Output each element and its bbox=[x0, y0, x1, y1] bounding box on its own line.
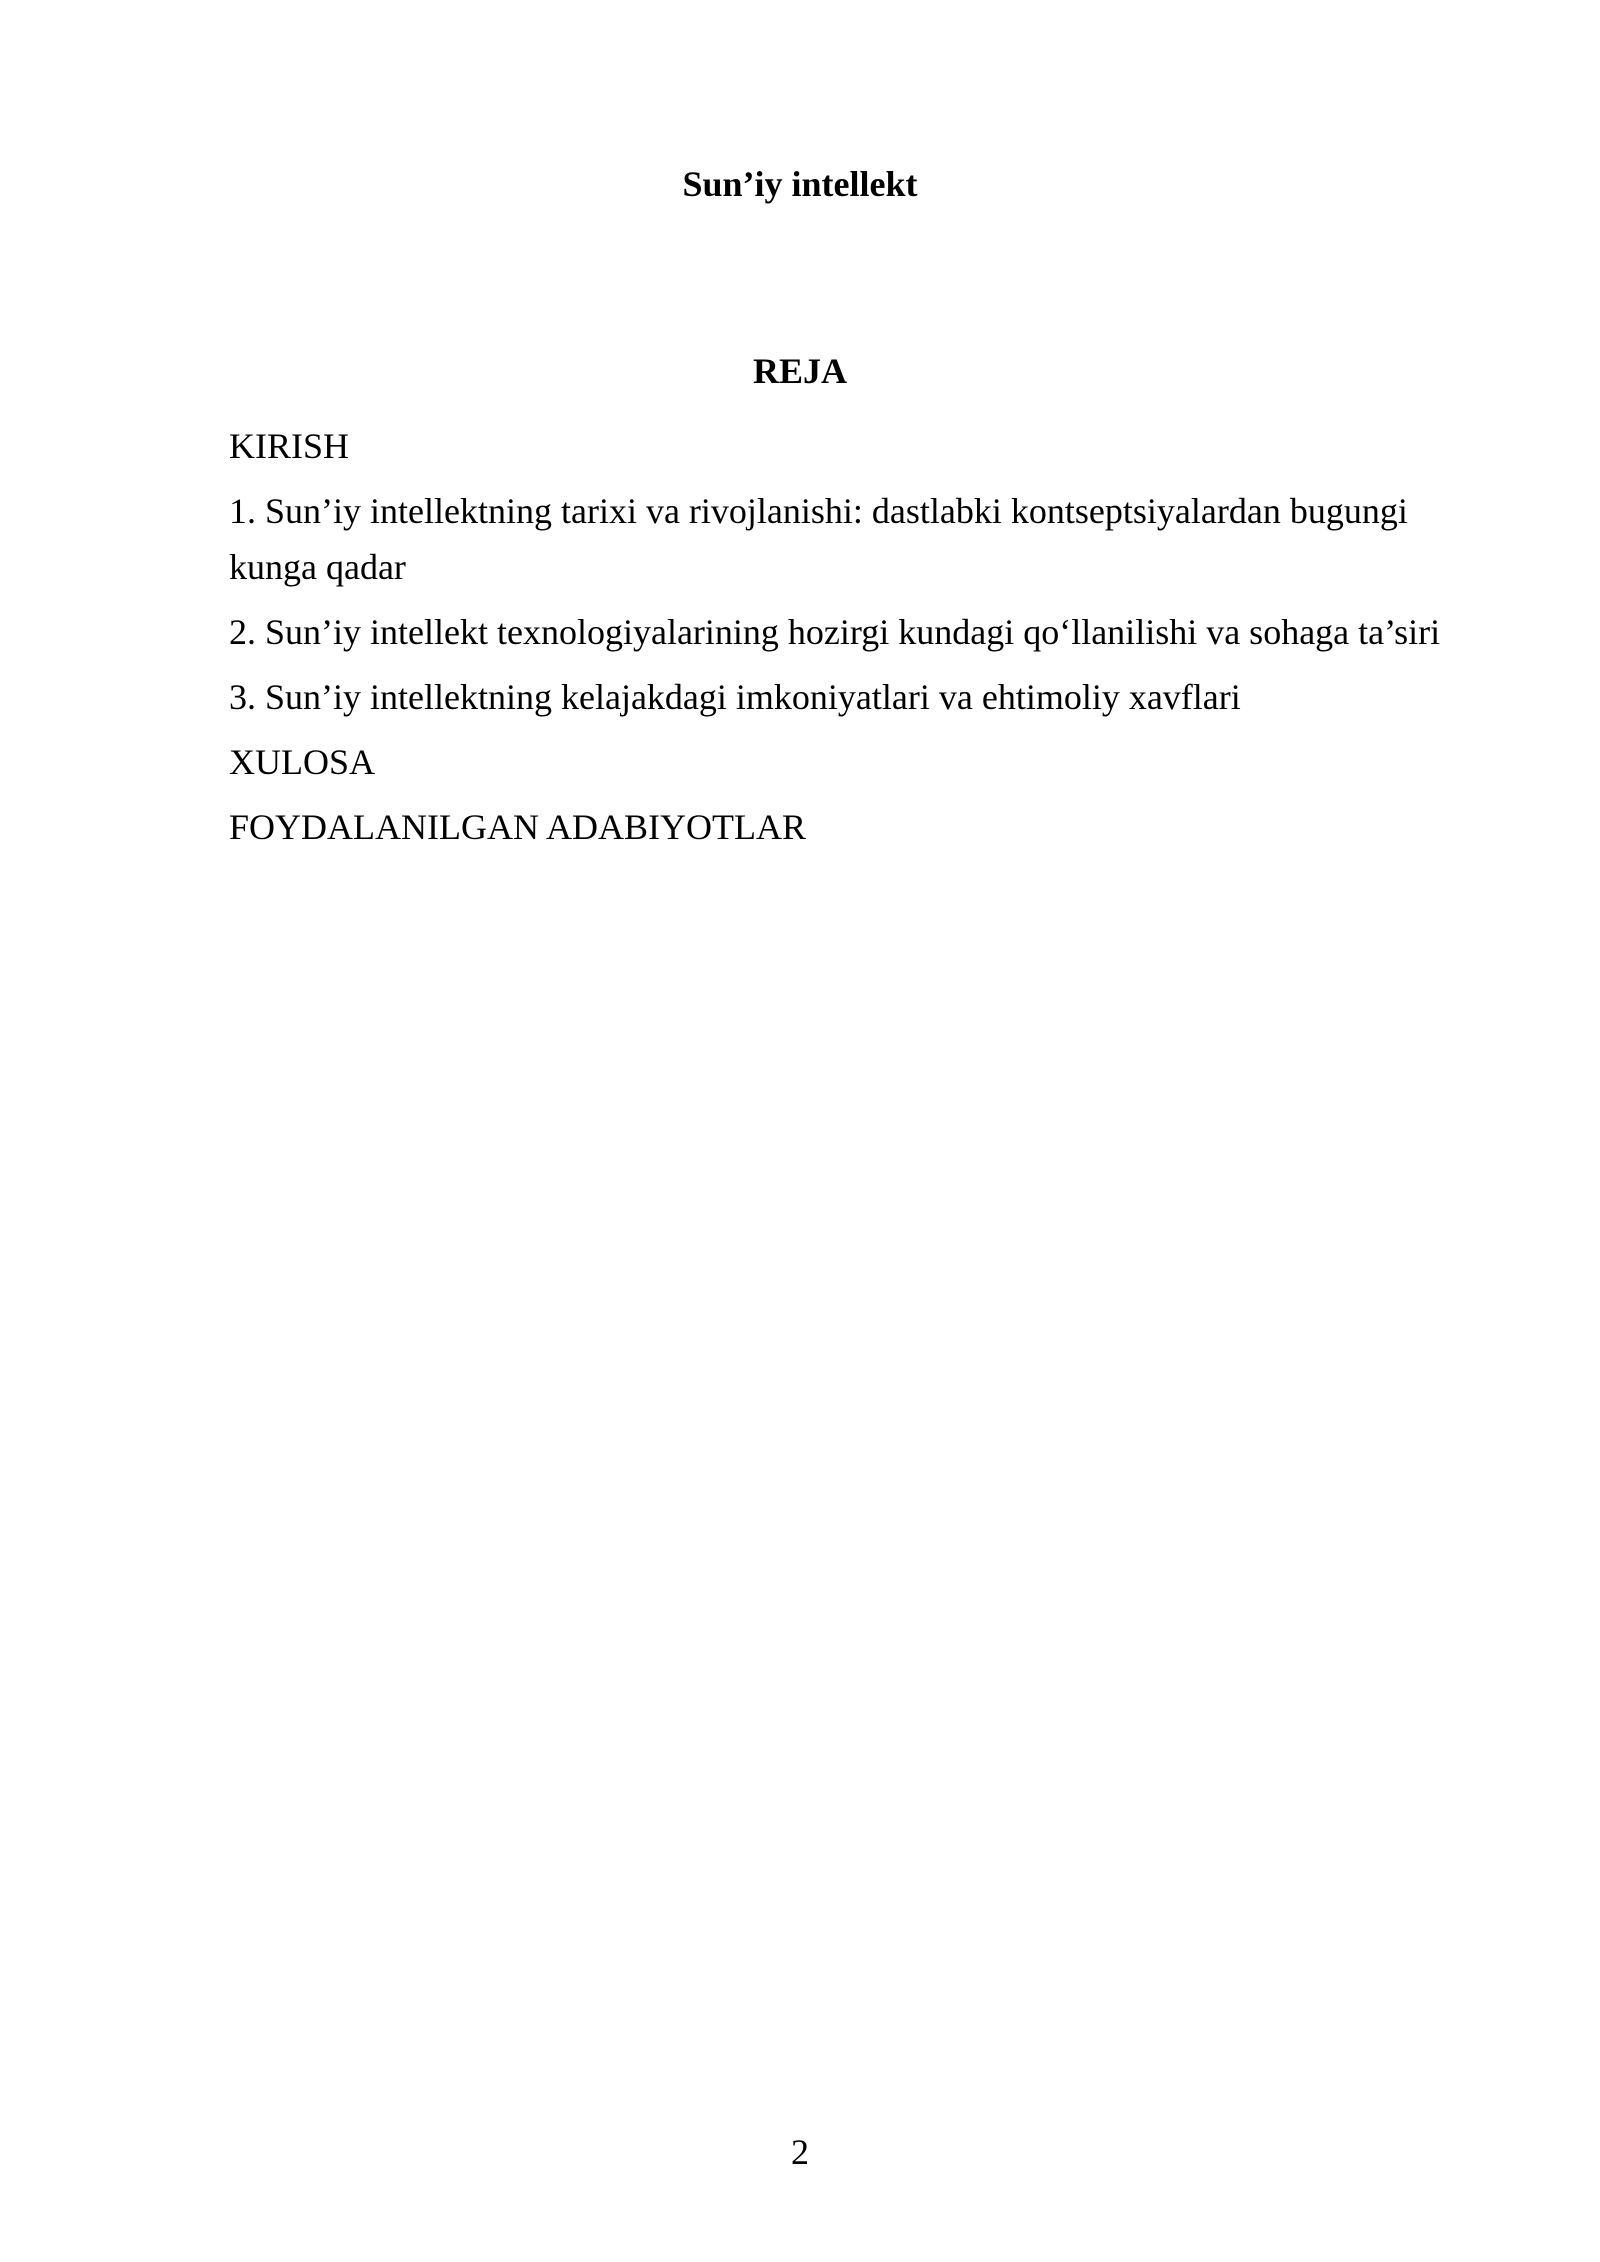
toc-item-introduction: KIRISH bbox=[229, 426, 350, 466]
document-title: Sun’iy intellekt bbox=[682, 164, 918, 204]
toc-item-3: 3. Sun’iy intellektning kelajakdagi imkoniyatlari va ehtimoliy xavflari bbox=[229, 677, 1241, 717]
toc-item-2: 2. Sun’iy intellekt texnologiyalarining hozirgi kundagi qo‘llanilishi va sohaga ta’siri bbox=[229, 612, 1441, 652]
toc-item-1: 1. Sun’iy intellektning tarixi va rivojlanishi: dastlabki kontseptsiyalardan bugungi kunga qadar bbox=[229, 491, 1408, 587]
toc-item-references: FOYDALANILGAN ADABIYOTLAR bbox=[229, 807, 806, 847]
toc-item-conclusion: XULOSA bbox=[229, 742, 376, 782]
table-of-contents bbox=[229, 418, 1479, 864]
plan-heading: REJA bbox=[752, 351, 847, 391]
page-number: 2 bbox=[791, 2132, 809, 2172]
